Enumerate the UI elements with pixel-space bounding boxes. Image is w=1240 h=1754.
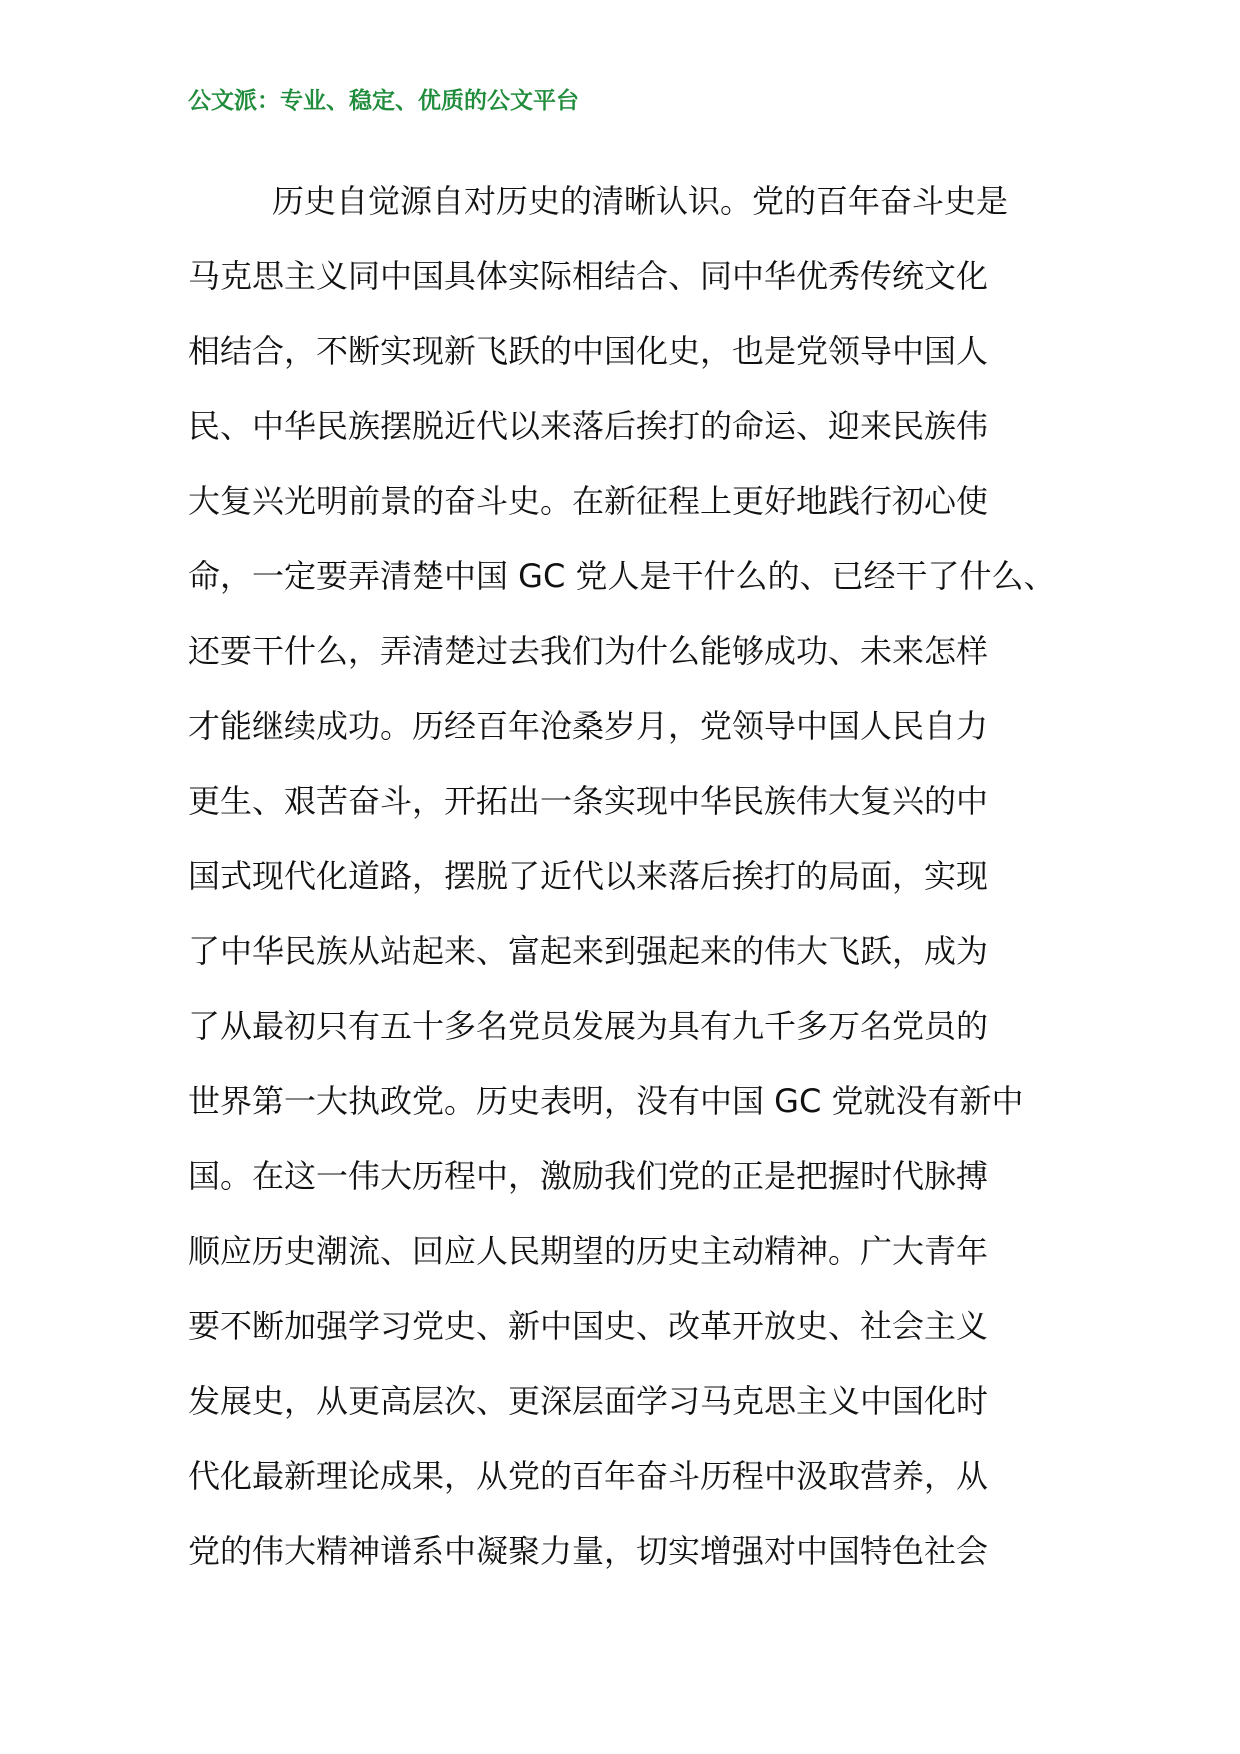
- text-line: 党的伟大精神谱系中凝聚力量，切实增强对中国特色社会: [188, 1532, 989, 1570]
- text-line: 国式现代化道路，摆脱了近代以来落后挨打的局面，实现: [188, 857, 989, 895]
- text-line: 还要干什么，弄清楚过去我们为什么能够成功、未来怎样: [188, 632, 989, 670]
- text-line: 了中华民族从站起来、富起来到强起来的伟大飞跃，成为: [188, 932, 989, 970]
- text-line: 马克思主义同中国具体实际相结合、同中华优秀传统文化: [188, 257, 989, 295]
- text-line: 了从最初只有五十多名党员发展为具有九千多万名党员的: [188, 1007, 989, 1045]
- text-line: 代化最新理论成果，从党的百年奋斗历程中汲取营养，从: [188, 1457, 989, 1495]
- page-header: 公文派：专业、稳定、优质的公文平台: [188, 87, 579, 114]
- text-line: 发展史，从更高层次、更深层面学习马克思主义中国化时: [188, 1382, 989, 1420]
- text-line: 国。在这一伟大历程中，激励我们党的正是把握时代脉搏: [188, 1157, 989, 1195]
- text-line: 命，一定要弄清楚中国 GC 党人是干什么的、已经干了什么、: [188, 557, 1056, 595]
- body-paragraph: [188, 164, 1088, 1589]
- text-line: 历史自觉源自对历史的清晰认识。党的百年奋斗史是: [272, 182, 1009, 220]
- text-line: 大复兴光明前景的奋斗史。在新征程上更好地践行初心使: [188, 482, 989, 520]
- text-line: 更生、艰苦奋斗，开拓出一条实现中华民族伟大复兴的中: [188, 782, 989, 820]
- text-line: 才能继续成功。历经百年沧桑岁月，党领导中国人民自力: [188, 707, 989, 745]
- text-line: 要不断加强学习党史、新中国史、改革开放史、社会主义: [188, 1307, 989, 1345]
- text-line: 世界第一大执政党。历史表明，没有中国 GC 党就没有新中: [188, 1082, 1024, 1120]
- text-line: 相结合，不断实现新飞跃的中国化史，也是党领导中国人: [188, 332, 989, 370]
- text-line: 民、中华民族摆脱近代以来落后挨打的命运、迎来民族伟: [188, 407, 989, 445]
- text-line: 顺应历史潮流、回应人民期望的历史主动精神。广大青年: [188, 1232, 989, 1270]
